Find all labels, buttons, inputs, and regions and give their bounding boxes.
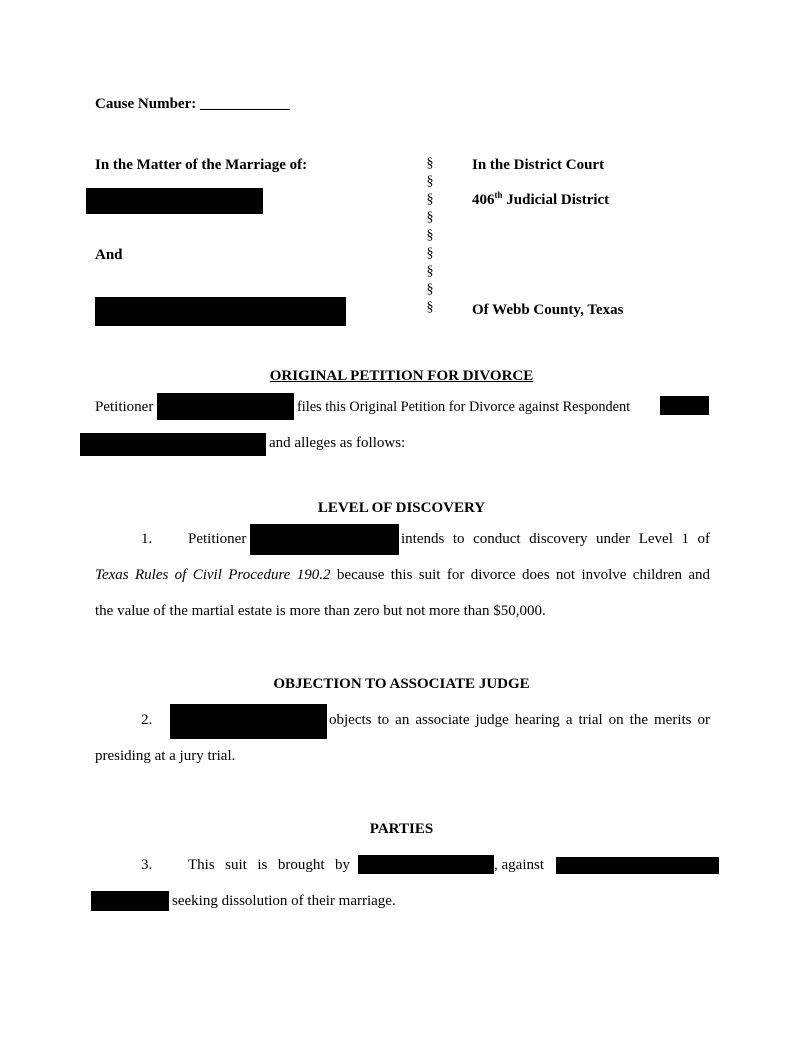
paragraph-number: 2.	[141, 712, 153, 728]
district-ordinal: th	[494, 190, 503, 200]
redacted-respondent-name	[556, 857, 719, 874]
redacted-respondent-name	[660, 396, 709, 415]
section-symbol: §	[426, 246, 434, 261]
rule-citation: Texas Rules of Civil Procedure 190.2	[95, 567, 331, 583]
heading-level-of-discovery: LEVEL OF DISCOVERY	[317, 500, 486, 516]
redacted-petitioner-name	[358, 855, 494, 874]
section-symbol: §	[426, 282, 434, 297]
redacted-respondent-name	[95, 297, 346, 326]
section-symbol: §	[426, 228, 434, 243]
heading-parties: PARTIES	[369, 821, 434, 837]
redacted-petitioner-name	[86, 188, 263, 214]
redacted-respondent-name	[80, 433, 266, 456]
objection-line2: presiding at a jury trial.	[95, 748, 236, 764]
redacted-party-name	[170, 704, 327, 739]
discovery-line1-rest: intends to conduct discovery under Level 1 of	[401, 531, 710, 547]
heading-objection: OBJECTION TO ASSOCIATE JUDGE	[273, 676, 530, 692]
paragraph-number: 1.	[141, 531, 153, 547]
parties-line1: This suit is brought by	[188, 857, 350, 873]
district-text: Judicial District	[506, 192, 610, 208]
redacted-respondent-name	[91, 891, 169, 911]
parties-against: , against	[494, 857, 544, 873]
matter-label: In the Matter of the Marriage of:	[95, 157, 308, 173]
cause-number	[95, 95, 290, 113]
cause-number-blank: ____________	[200, 96, 290, 112]
section-symbol: §	[426, 300, 434, 315]
intro-files-text: files this Original Petition for Divorce against Respondent	[297, 399, 631, 415]
objection-line1: objects to an associate judge hearing a trial on the merits or	[329, 712, 710, 728]
intro-alleges-text: and alleges as follows:	[269, 435, 406, 451]
discovery-line3: the value of the martial estate is more than zero but not more than $50,000.	[95, 603, 546, 619]
discovery-line2-rest: because this suit for divorce does not involve children and	[330, 567, 710, 583]
discovery-line2	[95, 566, 710, 584]
document-title: ORIGINAL PETITION FOR DIVORCE	[269, 368, 534, 384]
judicial-district	[472, 191, 609, 209]
section-symbol: §	[426, 156, 434, 171]
court-label: In the District Court	[472, 157, 605, 173]
section-symbol: §	[426, 174, 434, 189]
section-symbol: §	[426, 210, 434, 225]
intro-petitioner: Petitioner	[95, 399, 154, 415]
county-label: Of Webb County, Texas	[472, 302, 624, 318]
section-symbol: §	[426, 192, 434, 207]
discovery-petitioner: Petitioner	[188, 531, 247, 547]
redacted-petitioner-name	[157, 393, 294, 420]
district-number: 406	[472, 192, 495, 208]
parties-line2: seeking dissolution of their marriage.	[172, 893, 396, 909]
cause-number-label: Cause Number:	[95, 96, 197, 112]
section-symbol: §	[426, 264, 434, 279]
redacted-petitioner-name	[250, 524, 399, 555]
and-label: And	[95, 247, 123, 263]
paragraph-number: 3.	[141, 857, 153, 873]
